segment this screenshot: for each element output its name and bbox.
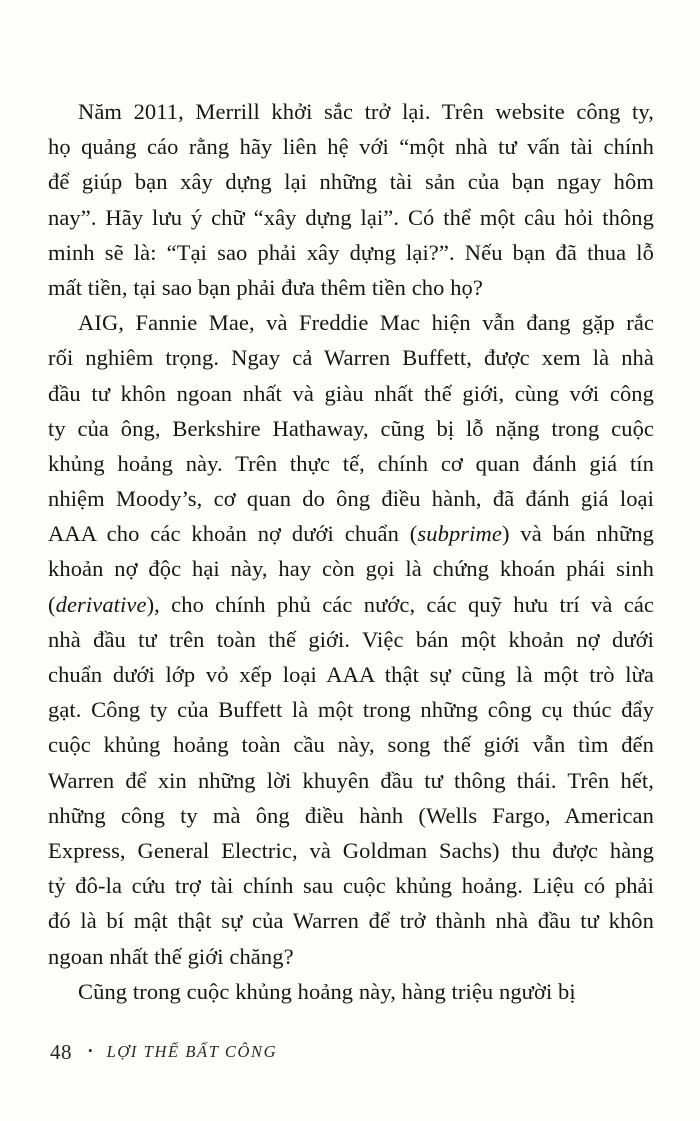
text-line: ngoan nhất thế giới chăng? — [48, 943, 294, 969]
text-line: để giúp bạn xây dựng lại những tài sản của bạn ngay hôm — [48, 169, 654, 195]
text-line: tỷ đô-la cứu trợ tài chính sau cuộc khủng hoảng. Liệu có phải — [48, 873, 654, 899]
bullet-separator-icon: • — [88, 1043, 93, 1058]
page-text — [48, 94, 654, 1009]
text-line: chuẩn dưới lớp vỏ xếp loại AAA thật sự cũng là một trò lừa — [48, 662, 654, 687]
text-line: ty của ông, Berkshire Hathaway, cũng bị lỗ nặng trong cuộc — [48, 415, 654, 441]
text-line: những công ty mà ông điều hành (Wells Fargo, American — [48, 802, 654, 828]
text-line: mất tiền, tại sao bạn phải đưa thêm tiền cho họ? — [48, 274, 483, 300]
page-number: 48 — [50, 1039, 72, 1064]
page-footer — [50, 1038, 650, 1066]
paragraph — [48, 974, 654, 1009]
text-line: đó là bí mật thật sự của Warren để trở thành nhà đầu tư khôn — [48, 908, 654, 934]
text-line: đầu tư khôn ngoan nhất và giàu nhất thế giới, cùng với công — [48, 380, 654, 406]
text-line: khoản nợ độc hại này, hay còn gọi là chứng khoán phái sinh — [48, 556, 654, 582]
text-line: Warren để xin những lời khuyên đầu tư thông thái. Trên hết, — [48, 767, 654, 793]
text-line: Cũng trong cuộc khủng hoảng này, hàng triệu người bị — [78, 978, 576, 1004]
text-line: AIG, Fannie Mae, và Freddie Mac hiện vẫn đang gặp rắc — [78, 310, 654, 336]
text-line: (derivative), cho chính phủ các nước, các quỹ hưu trí và các — [48, 591, 654, 617]
text-line: cuộc khủng hoảng toàn cầu này, song thế giới vẫn tìm đến — [48, 732, 654, 758]
text-line: Năm 2011, Merrill khởi sắc trở lại. Trên website công ty, — [78, 99, 654, 124]
paragraph — [48, 94, 654, 305]
running-book-title: LỢI THẾ BẤT CÔNG — [106, 1042, 278, 1061]
text-line: gạt. Công ty của Buffett là một trong những công cụ thúc đẩy — [48, 697, 654, 723]
text-line: họ quảng cáo rằng hãy liên hệ với “một nhà tư vấn tài chính — [48, 134, 654, 160]
text-line: khủng hoảng này. Trên thực tế, chính cơ quan đánh giá tín — [48, 450, 654, 476]
text-line: AAA cho các khoản nợ dưới chuẩn (subprime) và bán những — [48, 521, 654, 547]
paragraph — [48, 305, 654, 974]
text-line: minh sẽ là: “Tại sao phải xây dựng lại?”. Nếu bạn đã thua lỗ — [48, 239, 654, 265]
text-line: Express, General Electric, và Goldman Sachs) thu được hàng — [48, 837, 654, 863]
text-line: nhiệm Moody’s, cơ quan do ông điều hành, đã đánh giá loại — [48, 486, 654, 512]
text-line: nhà đầu tư trên toàn thế giới. Việc bán một khoản nợ dưới — [48, 626, 654, 652]
text-line: rối nghiêm trọng. Ngay cả Warren Buffett, được xem là nhà — [48, 345, 654, 371]
text-line: nay”. Hãy lưu ý chữ “xây dựng lại”. Có thể một câu hỏi thông — [48, 204, 654, 230]
